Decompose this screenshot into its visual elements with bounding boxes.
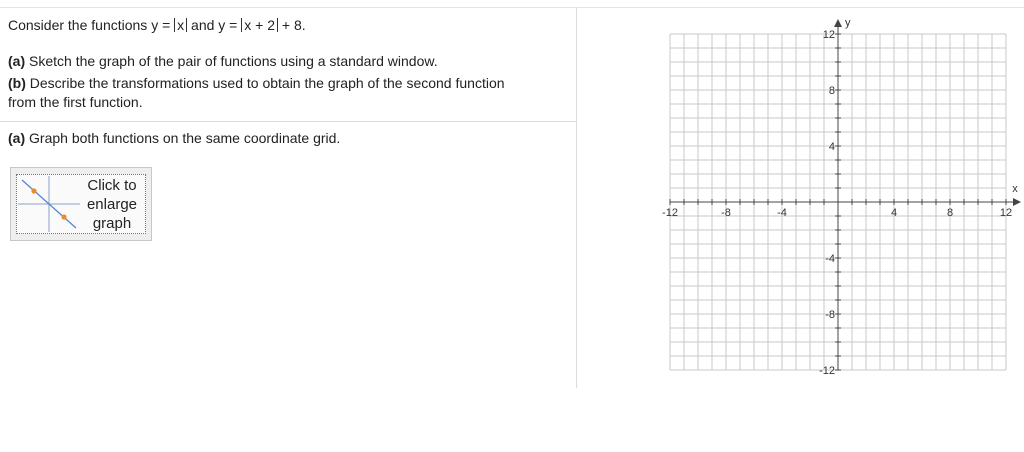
enlarge-label bbox=[81, 176, 143, 233]
x-tick-label: 12 bbox=[999, 207, 1013, 219]
f1-inner: x bbox=[177, 17, 185, 33]
y-tick-label: -8 bbox=[825, 309, 835, 321]
tick-labels bbox=[662, 17, 1018, 377]
x-axis-label: x bbox=[1012, 183, 1018, 195]
x-axis-arrow-icon bbox=[1013, 198, 1021, 206]
problem-statement bbox=[8, 16, 306, 34]
enlarge-graph-button[interactable] bbox=[10, 167, 152, 241]
instruction bbox=[8, 129, 340, 147]
x-tick-label: -12 bbox=[662, 207, 678, 219]
y-axis-label: y bbox=[845, 17, 851, 29]
part-b-text-line1: Describe the transformations used to obtain the graph of the second function bbox=[29, 75, 505, 91]
thumbnail-point-1 bbox=[31, 188, 36, 193]
x-tick-label: -8 bbox=[721, 207, 731, 219]
x-tick-label: -4 bbox=[777, 207, 787, 219]
enlarge-label-line3: graph bbox=[92, 215, 132, 232]
y-axis-arrow-icon bbox=[834, 19, 842, 27]
section-divider bbox=[0, 121, 576, 122]
y-tick-label: 4 bbox=[828, 141, 835, 153]
part-b-label: (b) bbox=[8, 75, 26, 91]
statement-prefix: Consider the functions y = bbox=[8, 17, 171, 33]
f2-suffix: + 8. bbox=[281, 17, 306, 33]
x-tick-label: 4 bbox=[890, 207, 898, 219]
enlarge-label-line1: Click to bbox=[87, 177, 137, 194]
y-tick-label: 8 bbox=[828, 85, 835, 97]
instruction-label: (a) bbox=[8, 130, 26, 146]
part-b-continued: from the first function. bbox=[8, 94, 143, 110]
question-panel bbox=[0, 8, 577, 388]
y-tick-label: -12 bbox=[819, 365, 835, 377]
part-a-text: Sketch the graph of the pair of functions using a standard window. bbox=[29, 53, 438, 69]
graph-thumbnail-icon bbox=[18, 176, 80, 232]
part-a-label: (a) bbox=[8, 53, 26, 69]
axes bbox=[670, 19, 1021, 370]
part-b bbox=[8, 74, 505, 92]
part-a bbox=[8, 52, 438, 70]
instruction-text: Graph both functions on the same coordinate grid. bbox=[29, 130, 341, 146]
enlarge-graph-button-frame bbox=[16, 174, 146, 234]
abs-x bbox=[174, 18, 187, 32]
f2-inner: x + 2 bbox=[244, 17, 276, 33]
statement-connector: and y = bbox=[191, 17, 238, 33]
y-tick-label: -4 bbox=[825, 253, 835, 265]
thumbnail-point-2 bbox=[61, 214, 66, 219]
abs-x-plus-2 bbox=[241, 18, 278, 32]
coordinate-grid[interactable] bbox=[648, 12, 1024, 388]
y-tick-label: 12 bbox=[822, 29, 835, 41]
x-tick-label: 8 bbox=[946, 207, 954, 219]
enlarge-label-line2: enlarge bbox=[86, 196, 138, 213]
